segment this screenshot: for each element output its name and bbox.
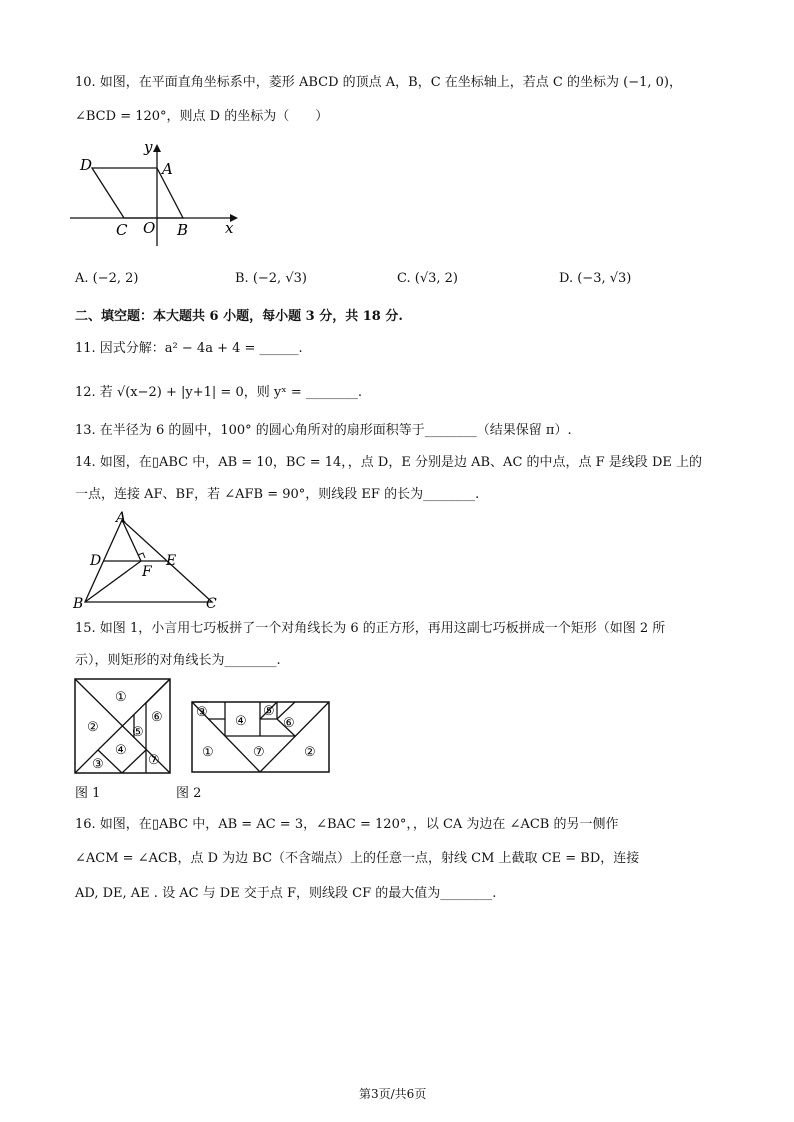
fig2-caption: 图 2	[176, 786, 202, 801]
q11-text: 11. 因式分解：a² − 4a + 4 = ______.	[75, 341, 303, 356]
label-D: D	[80, 156, 93, 174]
q16-line3: AD, DE, AE . 设 AC 与 DE 交于点 F，则线段 CF 的最大值为________.	[75, 886, 497, 901]
q10-option-b[interactable]: B. (−2, √3)	[235, 271, 307, 286]
piece-7: ⑦	[148, 753, 160, 768]
label-y: y	[144, 138, 153, 156]
piece-2: ②	[304, 745, 316, 760]
piece-7: ⑦	[253, 745, 265, 760]
label-B: B	[177, 221, 189, 239]
q10-option-a[interactable]: A. (−2, 2)	[75, 271, 139, 286]
piece-3: ③	[196, 705, 208, 720]
label-F: F	[142, 564, 152, 580]
fig1-caption: 图 1	[75, 786, 101, 801]
q14-line2: 一点，连接 AF、BF，若 ∠AFB = 90°，则线段 EF 的长为________.	[75, 487, 480, 502]
piece-1: ①	[115, 690, 127, 705]
piece-5: ⑤	[132, 725, 144, 740]
section2-heading: 二、填空题：本大题共 6 小题，每小题 3 分，共 18 分.	[75, 309, 403, 324]
q10-line1: 10. 如图，在平面直角坐标系中，菱形 ABCD 的顶点 A，B，C 在坐标轴上，若点 C 的坐标为 (−1, 0)，	[75, 75, 682, 90]
label-D: D	[90, 553, 102, 569]
q13-text: 13. 在半径为 6 的圆中，100° 的圆心角所对的扇形面积等于________（结果保留 π）.	[75, 423, 572, 438]
piece-4: ④	[115, 743, 127, 758]
label-E: E	[166, 553, 177, 569]
tangram-rectangle-figure	[190, 700, 332, 776]
piece-5: ⑤	[263, 704, 275, 719]
label-A: A	[162, 160, 173, 178]
q12-text: 12. 若 √(x−2) + |y+1| = 0，则 yˣ = ________.	[75, 385, 362, 400]
piece-4: ④	[235, 714, 247, 729]
tangram-square-figure	[72, 676, 174, 776]
q10-option-d[interactable]: D. (−3, √3)	[559, 271, 632, 286]
q15-line2: 示），则矩形的对角线长为________.	[75, 653, 281, 668]
q16-line1: 16. 如图，在▯ABC 中，AB = AC = 3，∠BAC = 120°，，以 CA 为边在 ∠ACB 的另一侧作	[75, 817, 619, 832]
page-number: 第3页/共6页	[359, 1087, 427, 1101]
label-B: B	[73, 596, 84, 612]
q15-line1: 15. 如图 1，小言用七巧板拼了一个对角线长为 6 的正方形，再用这副七巧板拼成一个矩形（如图 2 所	[75, 621, 666, 636]
q14-line1: 14. 如图，在▯ABC 中，AB = 10，BC = 14，，点 D，E 分别是边 AB、AC 的中点，点 F 是线段 DE 上的	[75, 455, 702, 470]
label-A: A	[116, 510, 127, 526]
label-O: O	[143, 219, 156, 237]
q16-line2: ∠ACM = ∠ACB，点 D 为边 BC（不含端点）上的任意一点，射线 CM 上截取 CE = BD，连接	[75, 851, 640, 866]
y-axis-arrow	[153, 144, 161, 152]
piece-6: ⑥	[283, 716, 295, 731]
piece-1: ①	[202, 745, 214, 760]
label-x: x	[225, 219, 234, 237]
piece-6: ⑥	[151, 710, 163, 725]
q10-option-c[interactable]: C. (√3, 2)	[397, 271, 458, 286]
piece-2: ②	[87, 720, 99, 735]
label-C: C	[206, 596, 217, 612]
piece-3: ③	[92, 757, 104, 772]
q10-coordinate-figure	[68, 136, 248, 246]
q14-triangle-figure	[68, 510, 228, 612]
piece-edge	[146, 679, 170, 703]
q10-line2: ∠BCD = 120°，则点 D 的坐标为（ ）	[75, 109, 329, 124]
label-C: C	[116, 221, 128, 239]
